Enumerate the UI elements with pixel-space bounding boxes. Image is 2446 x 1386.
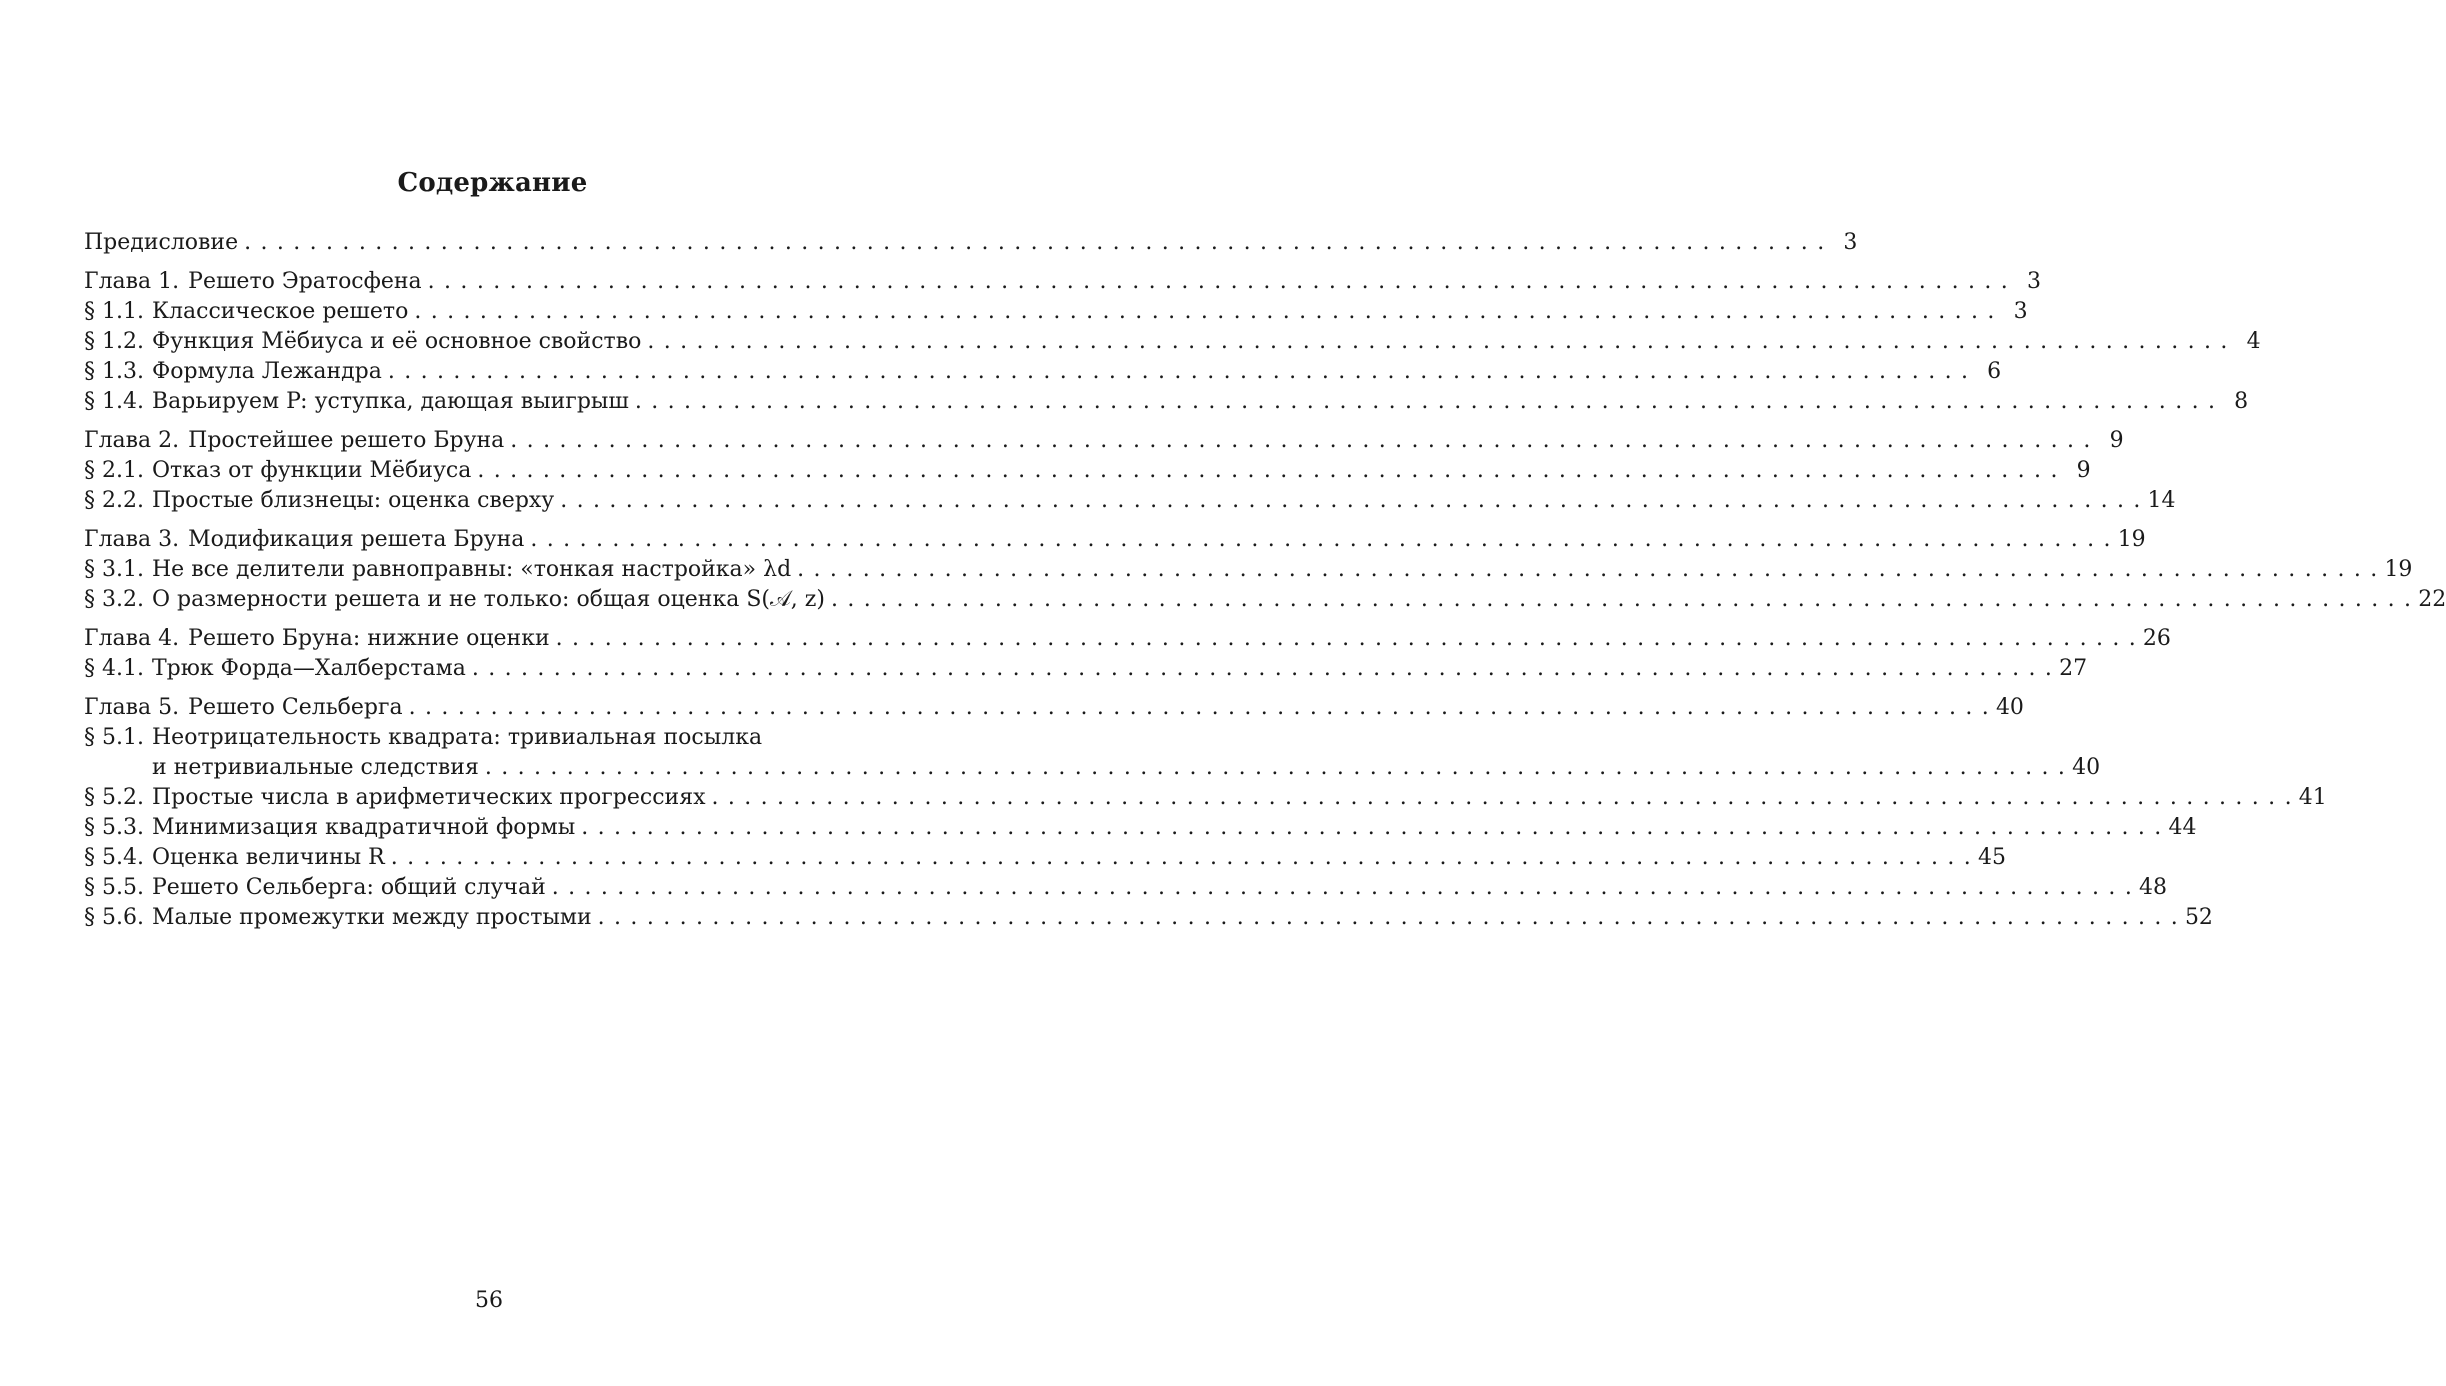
toc-page-number: 9 bbox=[2109, 428, 2124, 453]
dot-leader bbox=[414, 297, 1995, 327]
section-number: § 5.2. bbox=[84, 785, 144, 810]
toc-page-number: 22 bbox=[2418, 587, 2446, 612]
chapter-label: Глава 3. bbox=[84, 527, 180, 552]
toc-page-number: 41 bbox=[2298, 785, 2327, 810]
section-title: Варьируем P: уступка, дающая выигрыш bbox=[152, 389, 629, 414]
toc-section-5-1[interactable] bbox=[84, 723, 901, 753]
section-title: Формула Лежандра bbox=[152, 359, 382, 384]
toc-page-number: 19 bbox=[2384, 557, 2413, 582]
dot-leader bbox=[552, 873, 2133, 903]
toc-section-5-6[interactable] bbox=[84, 903, 2213, 933]
dot-leader bbox=[556, 624, 2137, 654]
dot-leader bbox=[485, 753, 2066, 783]
toc-chapter-2-group bbox=[84, 426, 2176, 516]
toc-entry-title: Предисловие bbox=[84, 230, 239, 255]
section-number: § 5.1. bbox=[84, 725, 144, 750]
section-title: Функция Мёбиуса и её основное свойство bbox=[152, 329, 642, 354]
toc-section-2-2[interactable] bbox=[84, 486, 2176, 516]
toc-chapter-1[interactable] bbox=[84, 267, 2041, 297]
section-title: Трюк Форда—Халберстама bbox=[152, 656, 466, 681]
dot-leader bbox=[510, 426, 2091, 456]
toc-page-number: 44 bbox=[2168, 815, 2197, 840]
toc-section-1-2[interactable] bbox=[84, 327, 2261, 357]
chapter-title: Модификация решета Бруна bbox=[188, 527, 525, 552]
toc-page-number: 3 bbox=[1843, 230, 1858, 255]
section-number: § 1.3. bbox=[84, 359, 144, 384]
toc-page-number: 8 bbox=[2234, 389, 2249, 414]
section-title: О размерности решета и не только: общая оценка S(𝒜, z) bbox=[152, 587, 825, 612]
section-number: § 1.1. bbox=[84, 299, 144, 324]
toc-chapter-3-group bbox=[84, 525, 2446, 615]
toc-section-1-4[interactable] bbox=[84, 387, 2249, 417]
toc-chapter-5-group bbox=[84, 693, 2327, 933]
dot-leader bbox=[635, 387, 2216, 417]
dot-leader bbox=[530, 525, 2111, 555]
dot-leader bbox=[560, 486, 2141, 516]
dot-leader bbox=[477, 456, 2058, 486]
section-number: § 1.4. bbox=[84, 389, 144, 414]
chapter-title: Решето Сельберга bbox=[188, 695, 403, 720]
dot-leader bbox=[388, 357, 1969, 387]
section-number: § 2.2. bbox=[84, 488, 144, 513]
section-number: § 3.2. bbox=[84, 587, 144, 612]
toc-section-3-2[interactable] bbox=[84, 585, 2446, 615]
toc-section-5-1-continued[interactable] bbox=[84, 753, 2101, 783]
chapter-title: Решето Эратосфена bbox=[188, 269, 422, 294]
section-number: § 1.2. bbox=[84, 329, 144, 354]
toc-page-number: 52 bbox=[2184, 905, 2213, 930]
table-of-contents bbox=[84, 228, 2446, 942]
toc-section-1-3[interactable] bbox=[84, 357, 2002, 387]
toc-section-5-3[interactable] bbox=[84, 813, 2197, 843]
section-title: Классическое решето bbox=[152, 299, 409, 324]
section-title: Оценка величины R bbox=[152, 845, 385, 870]
chapter-title: Решето Бруна: нижние оценки bbox=[188, 626, 550, 651]
toc-page-number: 6 bbox=[1987, 359, 2002, 384]
toc-chapter-4-group bbox=[84, 624, 2171, 684]
section-title: Отказ от функции Мёбиуса bbox=[152, 458, 472, 483]
section-number: § 3.1. bbox=[84, 557, 144, 582]
toc-page-number: 4 bbox=[2246, 329, 2261, 354]
section-number: § 4.1. bbox=[84, 656, 144, 681]
section-title: Решето Сельберга: общий случай bbox=[152, 875, 546, 900]
dot-leader bbox=[581, 813, 2162, 843]
toc-page-number: 40 bbox=[2072, 755, 2101, 780]
section-title: Минимизация квадратичной формы bbox=[152, 815, 576, 840]
toc-chapter-4[interactable] bbox=[84, 624, 2171, 654]
toc-page-number: 3 bbox=[2026, 269, 2041, 294]
section-number: § 2.1. bbox=[84, 458, 144, 483]
toc-page-number: 19 bbox=[2117, 527, 2146, 552]
toc-section-5-5[interactable] bbox=[84, 873, 2168, 903]
toc-page-number: 27 bbox=[2059, 656, 2088, 681]
chapter-title: Простейшее решето Бруна bbox=[188, 428, 505, 453]
section-title: Простые близнецы: оценка сверху bbox=[152, 488, 555, 513]
toc-section-5-2[interactable] bbox=[84, 783, 2327, 813]
toc-section-2-1[interactable] bbox=[84, 456, 2091, 486]
page-number: 56 bbox=[475, 1288, 503, 1313]
section-number: § 5.5. bbox=[84, 875, 144, 900]
toc-section-3-1[interactable] bbox=[84, 555, 2413, 585]
section-number: § 5.3. bbox=[84, 815, 144, 840]
toc-section-1-1[interactable] bbox=[84, 297, 2028, 327]
toc-chapter-1-group bbox=[84, 267, 2261, 417]
section-number: § 5.6. bbox=[84, 905, 144, 930]
section-title: Простые числа в арифметических прогрессиях bbox=[152, 785, 706, 810]
toc-page-number: 45 bbox=[1978, 845, 2006, 870]
dot-leader bbox=[428, 267, 2009, 297]
dot-leader bbox=[647, 327, 2228, 357]
dot-leader bbox=[711, 783, 2292, 813]
toc-section-4-1[interactable] bbox=[84, 654, 2088, 684]
section-title: Не все делители равноправны: «тонкая настройка» λd bbox=[152, 557, 792, 582]
chapter-label: Глава 5. bbox=[84, 695, 180, 720]
chapter-label: Глава 2. bbox=[84, 428, 180, 453]
toc-page-number: 40 bbox=[1995, 695, 2024, 720]
dot-leader bbox=[244, 228, 1825, 258]
chapter-label: Глава 1. bbox=[84, 269, 180, 294]
dot-leader bbox=[409, 693, 1990, 723]
toc-page-number: 48 bbox=[2139, 875, 2168, 900]
toc-page-number: 14 bbox=[2147, 488, 2176, 513]
page-title: Содержание bbox=[397, 168, 588, 198]
toc-chapter-3[interactable] bbox=[84, 525, 2146, 555]
toc-section-5-4[interactable] bbox=[84, 843, 2006, 873]
section-number: § 5.4. bbox=[84, 845, 144, 870]
toc-page-number: 26 bbox=[2142, 626, 2171, 651]
chapter-label: Глава 4. bbox=[84, 626, 180, 651]
toc-entry-preface[interactable] bbox=[84, 228, 1858, 258]
section-title: Малые промежутки между простыми bbox=[152, 905, 592, 930]
toc-page-number: 9 bbox=[2076, 458, 2091, 483]
toc-chapter-2[interactable] bbox=[84, 426, 2124, 456]
dot-leader bbox=[472, 654, 2053, 684]
dot-leader bbox=[598, 903, 2179, 933]
dot-leader bbox=[797, 555, 2378, 585]
dot-leader bbox=[391, 843, 1972, 873]
section-title-continued: и нетривиальные следствия bbox=[152, 755, 479, 780]
dot-leader bbox=[831, 585, 2412, 615]
toc-chapter-5[interactable] bbox=[84, 693, 2024, 723]
toc-preface-group bbox=[84, 228, 1858, 258]
section-title: Неотрицательность квадрата: тривиальная посылка bbox=[152, 725, 763, 750]
toc-page-number: 3 bbox=[2013, 299, 2028, 324]
